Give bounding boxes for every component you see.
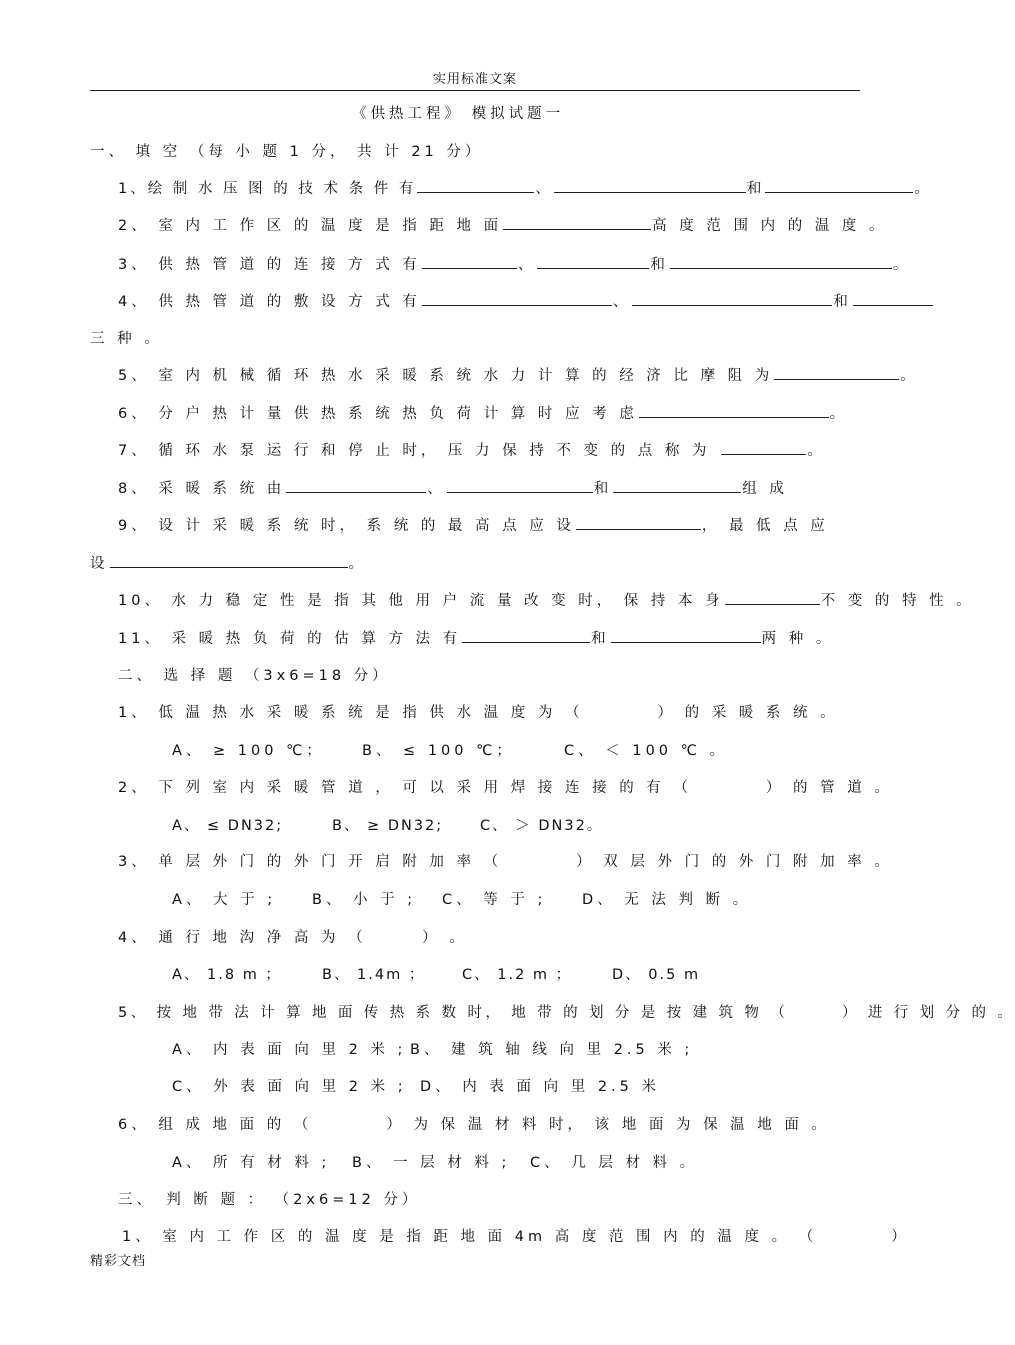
q2-text-end: 高 度 范 围 内 的 温 度 。 — [652, 218, 888, 234]
q2-blank[interactable] — [503, 215, 651, 230]
choice-4-question: 4、 通 行 地 沟 净 高 为 （ ） 。 — [118, 930, 468, 946]
q5-text: 5、 室 内 机 械 循 环 热 水 采 暖 系 统 水 力 计 算 的 经 济 比 摩 阻 为 — [118, 368, 774, 384]
q2-text: 2、 室 内 工 作 区 的 温 度 是 指 距 地 面 — [118, 218, 503, 234]
q1-end: 。 — [914, 181, 932, 197]
exam-title: 《供热工程》 模拟试题一 — [352, 106, 565, 122]
q6 — [118, 402, 848, 423]
q9-cont — [90, 552, 367, 573]
choice-6-option-a[interactable]: A、 所 有 材 料 ; — [172, 1155, 331, 1171]
q4-and: 和 — [833, 294, 852, 310]
choice-4-option-d[interactable]: D、 0.5 m — [612, 967, 701, 983]
q10-blank[interactable] — [725, 590, 820, 605]
q11-and: 和 — [591, 631, 610, 647]
q9-text-cont: 设 — [90, 556, 109, 572]
q4-sep: 、 — [612, 294, 632, 310]
section-1-heading: 一、 填 空 （每 小 题 1 分， 共 计 21 分） — [90, 144, 484, 160]
q9-blank-2[interactable] — [110, 553, 348, 568]
q6-blank[interactable] — [639, 403, 829, 418]
q9-text-mid: ， 最 低 点 应 — [701, 518, 829, 534]
q8-end: 组 成 — [742, 481, 788, 497]
choice-3-option-a[interactable]: A、 大 于 ; — [172, 892, 277, 908]
q8-text: 8、 采 暖 系 统 由 — [118, 481, 286, 497]
q3-and: 和 — [650, 257, 669, 273]
q8-sep: 、 — [427, 481, 446, 497]
page-header: 实用标准文案 — [432, 72, 517, 87]
q7-blank[interactable] — [721, 440, 806, 455]
q9-blank-1[interactable] — [576, 515, 701, 530]
q4-blank-2[interactable] — [632, 291, 832, 306]
q4 — [118, 290, 934, 311]
q3-blank-2[interactable] — [537, 254, 649, 269]
q6-end: 。 — [829, 406, 849, 422]
choice-3-option-c[interactable]: C、 等 于 ; — [442, 892, 547, 908]
q1-and: 和 — [746, 181, 765, 197]
q11-text: 11、 采 暖 热 负 荷 的 估 算 方 法 有 — [118, 631, 462, 647]
choice-3-option-d[interactable]: D、 无 法 判 断 。 — [582, 892, 752, 908]
q1-blank-2[interactable] — [554, 178, 746, 193]
q3 — [118, 253, 911, 274]
q1-text: 1、绘 制 水 压 图 的 技 术 条 件 有 — [118, 181, 417, 197]
q7-end: 。 — [807, 443, 826, 459]
q10 — [118, 589, 975, 610]
choice-5-option-c[interactable]: C、 外 表 面 向 里 2 米 ; — [172, 1079, 407, 1095]
q11-blank-2[interactable] — [611, 628, 761, 643]
q4-blank-3[interactable] — [853, 291, 933, 306]
choice-5-option-b[interactable]: B、 建 筑 轴 线 向 里 2.5 米 ; — [410, 1042, 694, 1058]
q3-end: 。 — [892, 257, 912, 273]
q10-text-end: 不 变 的 特 性 。 — [820, 593, 975, 609]
choice-5-question: 5、 按 地 带 法 计 算 地 面 传 热 系 数 时， 地 带 的 划 分 是 按 建 筑 物 （ ） 进 行 划 分 的 。 — [118, 1005, 1015, 1021]
q4-cont: 三 种 。 — [90, 331, 163, 347]
choice-2-option-c[interactable]: C、 ＞ DN32。 — [480, 818, 604, 834]
choice-4-option-a[interactable]: A、 1.8 m ； — [172, 967, 282, 983]
q1-blank-3[interactable] — [765, 178, 913, 193]
choice-4-option-c[interactable]: C、 1.2 m ； — [462, 967, 573, 983]
q3-text: 3、 供 热 管 道 的 连 接 方 式 有 — [118, 257, 421, 273]
q11-blank-1[interactable] — [462, 628, 590, 643]
choice-1-option-c[interactable]: C、 ＜ 100 ℃ 。 — [564, 743, 729, 759]
q5-blank[interactable] — [774, 365, 899, 380]
q5-end: 。 — [900, 368, 919, 384]
q1-blank-1[interactable] — [417, 178, 534, 193]
q7 — [118, 439, 826, 460]
q4-blank-1[interactable] — [422, 291, 612, 306]
choice-5-option-d[interactable]: D、 内 表 面 向 里 2.5 米 — [420, 1079, 660, 1095]
q8 — [118, 477, 788, 498]
q3-sep: 、 — [517, 257, 537, 273]
choice-3-option-b[interactable]: B、 小 于 ; — [312, 892, 417, 908]
q8-blank-2[interactable] — [447, 478, 593, 493]
choice-2-option-b[interactable]: B、 ≥ DN32; — [332, 818, 444, 834]
q10-text: 10、 水 力 稳 定 性 是 指 其 他 用 户 流 量 改 变 时， 保 持 本 身 — [118, 593, 724, 609]
q1-sep: 、 — [535, 181, 553, 197]
choice-6-option-c[interactable]: C、 几 层 材 料 。 — [530, 1155, 699, 1171]
choice-1-option-a[interactable]: A、 ≥ 100 ℃； — [172, 743, 325, 759]
q4-text: 4、 供 热 管 道 的 敷 设 方 式 有 — [118, 294, 421, 310]
q9 — [118, 514, 829, 535]
q3-blank-3[interactable] — [670, 254, 892, 269]
q11 — [118, 627, 834, 648]
header-rule — [90, 90, 860, 91]
q9-text: 9、 设 计 采 暖 系 统 时， 系 统 的 最 高 点 应 设 — [118, 518, 575, 534]
q1 — [118, 177, 932, 198]
q5 — [118, 364, 919, 385]
q3-blank-1[interactable] — [422, 254, 517, 269]
choice-2-option-a[interactable]: A、 ≤ DN32; — [172, 818, 284, 834]
choice-1-option-b[interactable]: B、 ≤ 100 ℃； — [362, 743, 515, 759]
choice-5-option-a[interactable]: A、 内 表 面 向 里 2 米 ; — [172, 1042, 407, 1058]
section-3-heading: 三、 判 断 题 ： （2x6=12 分） — [118, 1192, 421, 1208]
section-2-heading: 二、 选 择 题 （3x6=18 分） — [118, 668, 391, 684]
choice-1-question: 1、 低 温 热 水 采 暖 系 统 是 指 供 水 温 度 为 （ ） 的 采 暖 系 统 。 — [118, 705, 839, 721]
q8-blank-3[interactable] — [613, 478, 741, 493]
choice-4-option-b[interactable]: B、 1.4m ； — [322, 967, 426, 983]
q6-text: 6、 分 户 热 计 量 供 热 系 统 热 负 荷 计 算 时 应 考 虑 — [118, 406, 638, 422]
page-footer: 精彩文档 — [90, 1254, 147, 1269]
choice-3-question: 3、 单 层 外 门 的 外 门 开 启 附 加 率 （ ） 双 层 外 门 的 外 门 附 加 率 。 — [118, 854, 893, 870]
q7-text: 7、 循 环 水 泵 运 行 和 停 止 时， 压 力 保 持 不 变 的 点 称 为 — [118, 443, 711, 459]
judge-1-question: 1、 室 内 工 作 区 的 温 度 是 指 距 地 面 4m 高 度 范 围 内 的 温 度 。 （ ） — [122, 1229, 910, 1245]
q2 — [118, 214, 888, 235]
choice-6-option-b[interactable]: B、 一 层 材 料 ; — [352, 1155, 511, 1171]
q11-end: 两 种 。 — [761, 631, 835, 647]
choice-2-question: 2、 下 列 室 内 采 暖 管 道 ， 可 以 采 用 焊 接 连 接 的 有 （ ） 的 管 道 。 — [118, 780, 893, 796]
q8-blank-1[interactable] — [286, 478, 426, 493]
choice-6-question: 6、 组 成 地 面 的 （ ） 为 保 温 材 料 时， 该 地 面 为 保 温 地 面 。 — [118, 1117, 831, 1133]
q9-end: 。 — [348, 556, 367, 572]
q8-and: 和 — [593, 481, 613, 497]
